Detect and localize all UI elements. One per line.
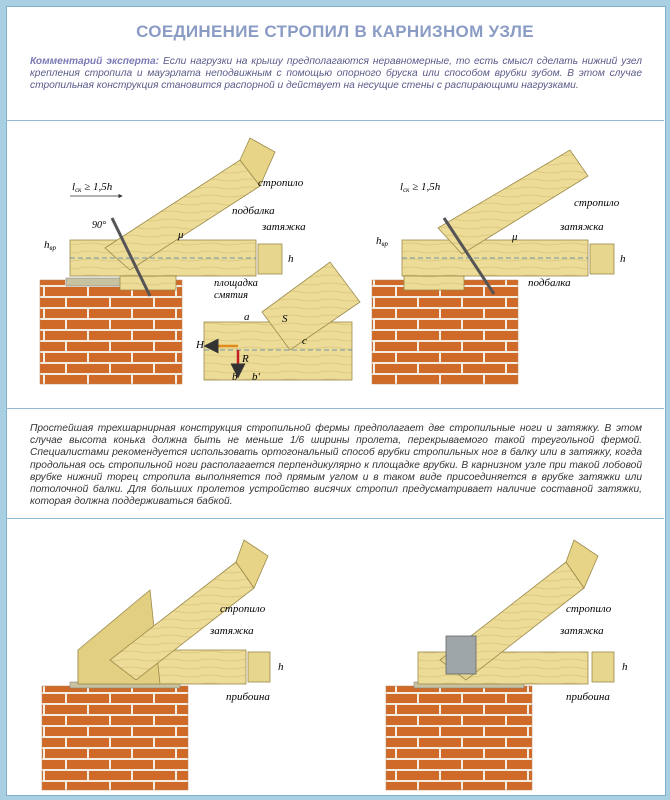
under-beam bbox=[120, 276, 176, 290]
diagram-bottom-right bbox=[386, 540, 628, 790]
label-h-right: h bbox=[620, 253, 626, 265]
page-title: СОЕДИНЕНИЕ СТРОПИЛ В КАРНИЗНОМ УЗЛЕ bbox=[136, 22, 534, 41]
diagram-center-detail bbox=[195, 262, 360, 383]
label-h-bl: h bbox=[278, 661, 284, 673]
expert-label: Комментарий эксперта: bbox=[30, 56, 160, 67]
label-a: a bbox=[244, 311, 250, 323]
label-h: h bbox=[288, 253, 294, 265]
label-priboina-br: прибоина bbox=[566, 691, 610, 703]
brick-wall bbox=[40, 280, 182, 384]
label-podbalka-right: подбалка bbox=[528, 277, 571, 289]
diagram-top-right bbox=[372, 150, 626, 384]
metal-plate bbox=[446, 636, 476, 674]
label-hvr-right: hвр bbox=[376, 235, 389, 248]
description-paragraph: Простейшая трехшарнирная конструкция стропильной фермы предполагает две стропильные ноги и затяжку. В этом случае высота конька должна быть не меньше 1/6 ширины пролета, перекрываемого такой треугольной фермой. Специалистами рекомендуется использовать ортогональный способ врубки стропильных ног в балку или в затяжку, когда продольная ось стропильной ноги располагается перпендикулярно к площадке врубки. В карнизном узле при такой лобовой врубке нижний торец стропила выполняется под прямым углом и в таком виде присоединяется в врубке затяжки или потолочной балки. Для больших пролетов устройство висячих стропил предусматривает наличие составной затяжки, которая должна поддерживаться бабкой. bbox=[30, 423, 642, 508]
label-ploshchadka: площадка bbox=[214, 278, 258, 289]
expert-text: Если нагрузки на крышу предполагаются неравномерные, то есть смысл сделать нижний узел крепления стропила и мауэрлата неподвижным с помощью опорного бруска или способом врубки зубом. В этом случае стропильная конструкция становится распорной и действует на несущие стены с распирающими нагрузками. bbox=[30, 56, 643, 92]
label-hvr: hвр bbox=[44, 239, 57, 252]
label-angle-90: 90° bbox=[92, 220, 106, 231]
label-smyatiya: смятия bbox=[214, 290, 248, 301]
mauerlat-board bbox=[66, 278, 126, 286]
label-b: b bbox=[232, 371, 238, 383]
label-strop: стропило bbox=[258, 177, 304, 189]
label-S: S bbox=[282, 313, 288, 325]
label-lsk: lск ≥ 1,5h bbox=[72, 181, 113, 194]
label-mu-right: μ bbox=[512, 231, 518, 243]
label-R: R bbox=[242, 353, 249, 365]
label-c: c bbox=[302, 335, 307, 347]
label-zatyazhka-right: затяжка bbox=[560, 221, 604, 233]
label-zatyazhka-bl: затяжка bbox=[210, 625, 254, 637]
label-strop-bl: стропило bbox=[220, 603, 266, 615]
label-lsk-right: lск ≥ 1,5h bbox=[400, 181, 441, 194]
label-bprime: b' bbox=[252, 371, 260, 383]
label-zatyazhka: затяжка bbox=[262, 221, 306, 233]
beam-section bbox=[258, 244, 282, 274]
label-mu: μ bbox=[178, 229, 184, 241]
label-strop-br: стропило bbox=[566, 603, 612, 615]
label-h-br: h bbox=[622, 661, 628, 673]
label-podbalka: подбалка bbox=[232, 205, 275, 217]
diagram-bottom-left bbox=[42, 540, 284, 790]
label-zatyazhka-br: затяжка bbox=[560, 625, 604, 637]
label-priboina-bl: прибоина bbox=[226, 691, 270, 703]
label-strop-right: стропило bbox=[574, 197, 620, 209]
label-H: H bbox=[196, 339, 204, 351]
